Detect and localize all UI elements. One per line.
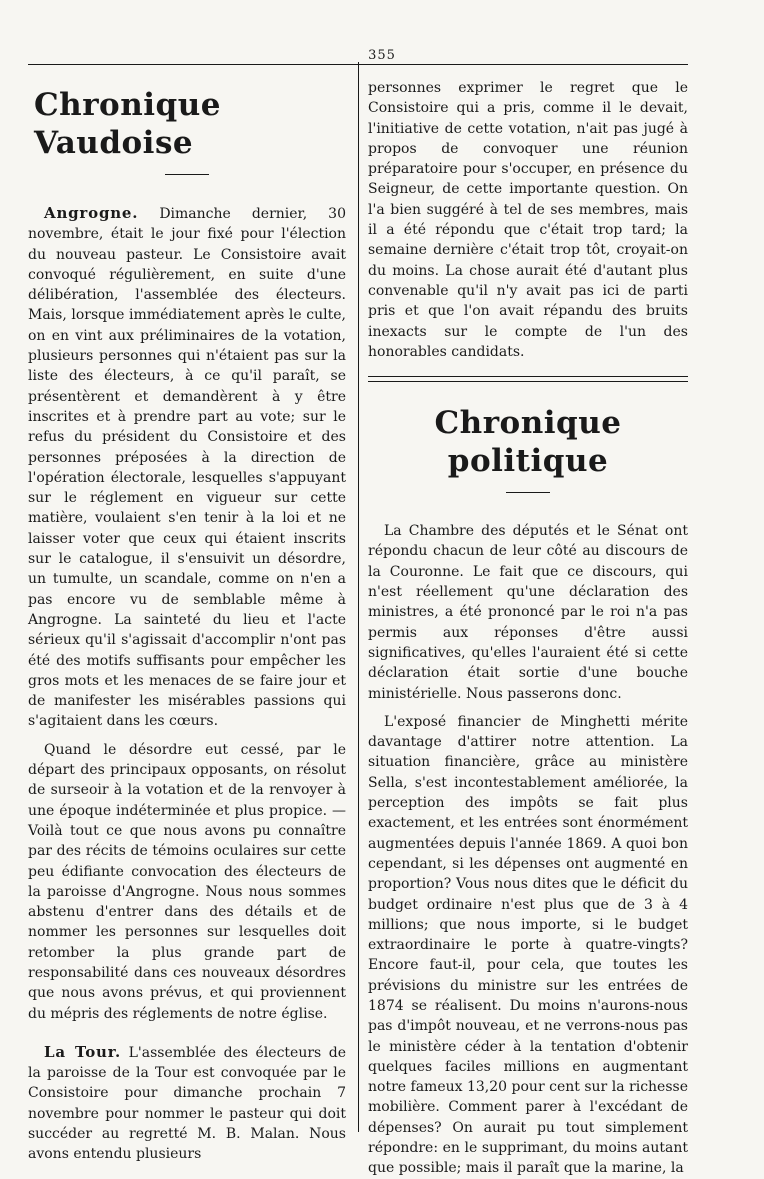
paragraph-angrogne [28,203,346,732]
paragraph-chambre: La Chambre des députés et le Sénat ont répondu chacun de leur côté au discours de la Couronne. Le fait que ce discours, qui n'est réellement qu'une déclaration des ministres, a été prononcé par le roi n'a pas permis aux réponses d'être aussi significatives, qu'elles l'auraient été si cette déclaration était sortie d'une bouche ministérielle. Nous passerons donc. [368,523,688,702]
paragraph-minghetti: L'exposé financier de Minghetti mérite davantage d'attirer notre attention. La situation financière, grâce au ministère Sella, s'est incontestablement améliorée, la perception des impôts se fait plus exactement, et les entrées sont énormément augmentées depuis l'année 1869. A quoi bon cependant, si les dépenses ont augmenté en proportion? Vous nous dites que le déficit du budget ordinaire n'est plus que de 3 à 4 millions; que nous importe, si le budget extraordinaire le porte à quatre-vingts? Encore faut-il, pour cela, que toutes les prévisions du ministre sur les entrées de 1874 se réalisent. Du moins n'aurons-nous pas d'impôt nouveau, et ne verrons-nous pas le ministère céder à la tentation d'obtenir quelques faciles millions en augmentant notre fameux 13,20 pour cent sur la richesse mobilière. Comment parer à l'excédant de dépenses? On aurait pu tout simplement répondre: en le supprimant, du moins autant que possible; mais il paraît que la marine, la [368,713,688,1177]
place-name: La Tour. [44,1042,122,1061]
left-column [28,78,346,1165]
section-title-vaudoise: Chronique Vaudoise [34,87,221,161]
title-dash [165,174,209,175]
right-column [368,78,688,1179]
place-name: Angrogne. [44,204,139,222]
page-number: 355 [368,48,396,63]
section-title-politique: Chronique politique [434,405,622,480]
paragraph-text: Quand le désordre eut cessé, par le départ des principaux opposants, on résolut de surseoir à la votation et de la renvoyer à une époque indéterminée et plus propice. — Voilà tout ce que nous avons pu connaître par des récits de témoins oculaires sur cette peu édifiante convocation des électeurs de la paroisse d'Angrogne. Nous nous sommes abstenu d'entrer dans des détails et de nommer les personnes sur lesquelles doit retomber la plus grande part de responsabilité dans ces nouveaux désordres que nous avons prévus, et qui proviennent du mépris des réglements de notre église. [28,741,346,1022]
paragraph-text: Dimanche dernier, 30 novembre, était le jour fixé pour l'élection du nouveau pasteur. Le Consistoire avait convoqué régulièrement, en suite d'une délibération, l'assemblée des électeurs. Mais, lorsque immédiatement après le culte, on en vint aux préliminaires de la votation, plusieurs personnes qui n'étaient pas sur la liste des électeurs, à ce qu'il paraît, se présentèrent et demandèrent à y être inscrites et à prendre part au vote; sur le refus du président du Consistoire et des personnes préposées à la direction de l'opération électorale, lesquelles s'appuyant sur le réglement en vigueur sur cette matière, voulaient s'en tenir à la loi et ne laisser voter que ceux qui étaient inscrits sur le catalogue, il s'ensuivit un désordre, un tumulte, un scandale, comme on n'en a pas encore vu de semblable même à Angrogne. La sainteté du lieu et l'acte sérieux qu'il s'agissait d'accomplir n'ont pas été des motifs suffisants pour empêcher les gros mots et les menaces de se faire jour et de manifester les misérables passions qui s'agitaient dans les cœurs. [28,206,346,730]
column-divider [358,62,359,1132]
paragraph-continuation: personnes exprimer le regret que le Consistoire qui a pris, comme il le devait, l'initiative de cette votation, n'ait pas jugé à propos de convoquer une réunion préparatoire pour s'occuper, en présence du Seigneur, de cette importante question. On l'a bien suggéré à tel de ses membres, mais il a été répondu que c'était trop tard; la semaine dernière c'était trop tôt, croyait-on du moins. La chose aurait été d'autant plus convenable qu'il n'y avait pas ici de parti pris et que l'on avait répandu des bruits inexacts sur le compte de l'un des honorables candidats. [368,80,688,360]
paragraph-la-tour [28,1042,346,1165]
section-separator-thin [368,381,688,382]
paragraph-text: L'assemblée des électeurs de la paroisse de la Tour est convoquée par le Consistoire pour dimanche prochain 7 novembre pour nommer le pasteur qui doit succéder au regretté M. B. Malan. Nous avons entendu plusieurs [28,1044,346,1163]
title-dash [506,492,550,493]
paragraph-angrogne-2 [28,740,346,1024]
section-separator [368,376,688,377]
